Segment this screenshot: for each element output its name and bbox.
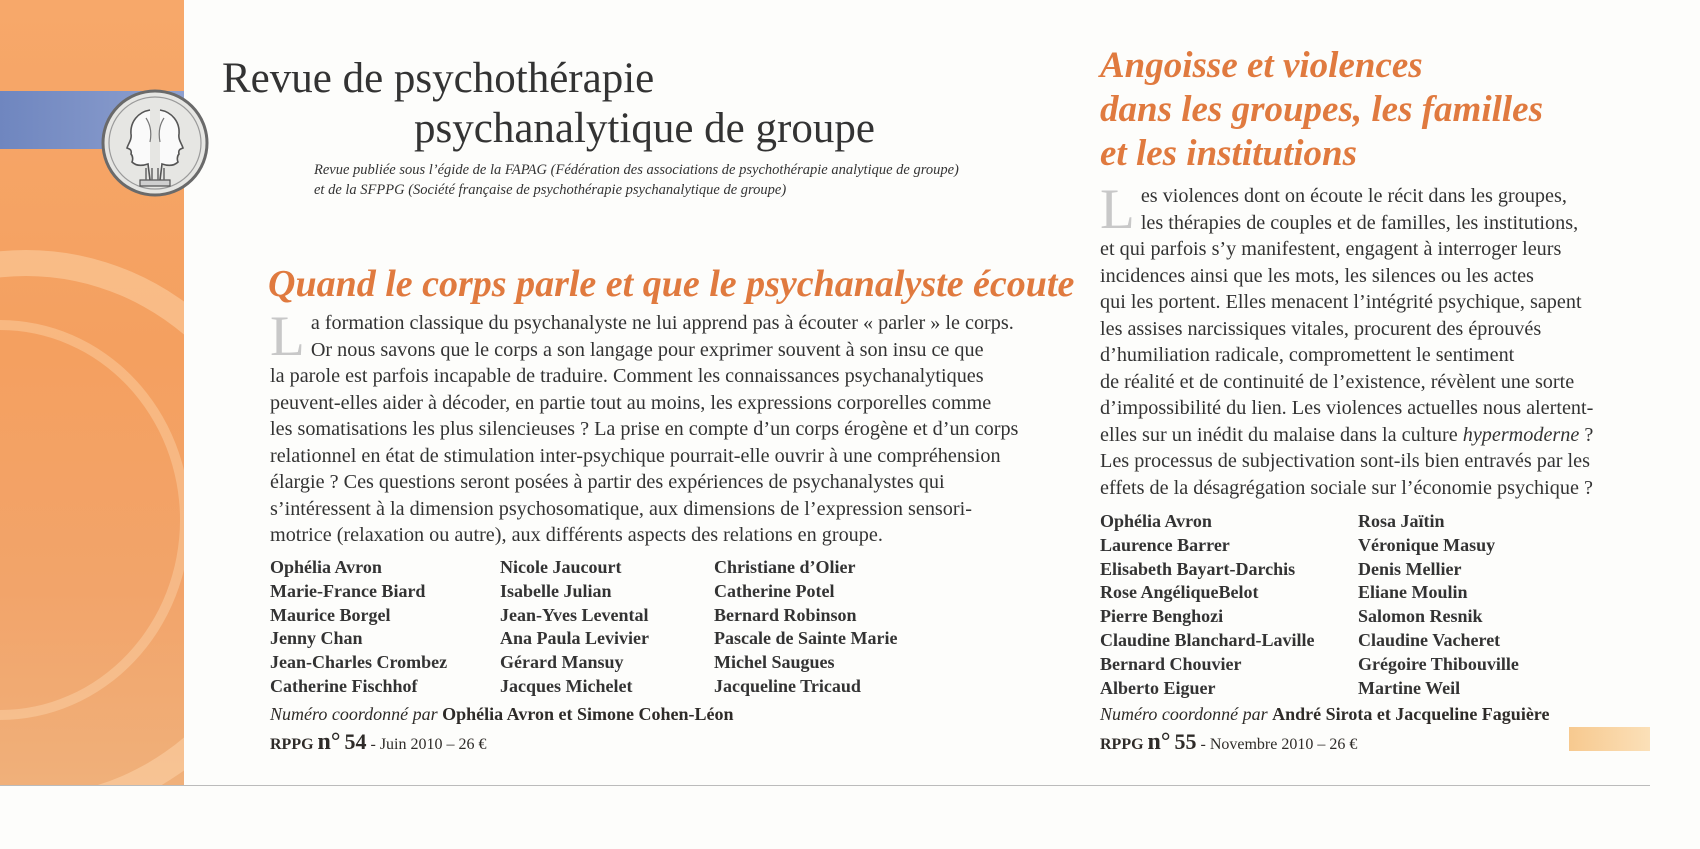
issue55-line: d’impossibilité du lien. Les violences actuelles nous alertent- — [1100, 397, 1594, 419]
author-name: Véronique Masuy — [1358, 534, 1496, 555]
journal-title-line1: Revue de psychothérapie — [222, 55, 655, 102]
issue54-coordinators — [270, 703, 734, 725]
coordinators-names: André Sirota et Jacqueline Faguière — [1272, 704, 1550, 724]
issue54-dropcap: L — [270, 305, 305, 368]
journal-subtitle — [314, 160, 1034, 200]
author-name: Bernard Chouvier — [1100, 653, 1242, 674]
issue55-reference — [1100, 730, 1357, 757]
journal-title — [222, 54, 875, 154]
issue55-title-line3: et les institutions — [1100, 133, 1358, 174]
author-name: Rose AngéliqueBelot — [1100, 582, 1259, 603]
journal-logo — [100, 88, 210, 198]
issue54-line: motrice (relaxation ou autre), aux différents aspects des relations en groupe. — [270, 524, 883, 546]
issue55-line: effets de la désagrégation sociale sur l’économie psychique ? — [1100, 476, 1593, 499]
issue54-line: Or nous savons que le corps a son langage pour exprimer souvent à son insu ce que — [310, 338, 984, 361]
author-name: Catherine Potel — [714, 580, 835, 601]
issue54-reference — [270, 730, 487, 757]
issue54-authors-col2 — [500, 556, 649, 699]
issue55-line: les thérapies de couples et de familles, les institutions, — [1140, 211, 1579, 234]
author-name: Gérard Mansuy — [500, 652, 624, 673]
author-name: Martine Weil — [1358, 677, 1461, 698]
journal-subtitle-line2: et de la SFPPG (Société française de psychothérapie psychanalytique de groupe) — [314, 182, 787, 198]
author-name: Jean-Charles Crombez — [270, 652, 448, 673]
issue54-line: a formation classique du psychanalyste ne lui apprend pas à écouter « parler » le corps. — [310, 312, 1014, 334]
issue54-line: s’intéressent à la dimension psychosomatique, aux dimensions de l’expression sensori- — [270, 497, 972, 520]
author-name: Elisabeth Bayart-Darchis — [1100, 558, 1296, 579]
issue54-title: Quand le corps parle et que le psychanalyste écoute — [268, 263, 1075, 305]
issue54-authors-col1 — [270, 556, 447, 699]
author-name: Jacqueline Tricaud — [714, 675, 861, 696]
issue54-line: relationnel en état de stimulation inter-psychique pourrait-elle ouvrir à une compréhension — [270, 444, 1001, 467]
author-name: Maurice Borgel — [270, 604, 391, 625]
rppg-label: RPPG — [270, 736, 314, 753]
issue-number: 55 — [1174, 729, 1197, 754]
author-name: Isabelle Julian — [500, 580, 612, 601]
author-name: Claudine Blanchard-Laville — [1100, 629, 1315, 650]
author-name: Jacques Michelet — [500, 675, 633, 696]
author-name: Christiane d’Olier — [714, 557, 856, 577]
decorative-corner-tab — [1569, 727, 1650, 751]
issue55-line: incidences ainsi que les mots, les silences ou les actes — [1100, 264, 1534, 287]
author-name: Ana Paula Levivier — [500, 628, 649, 649]
author-name: Salomon Resnik — [1358, 606, 1483, 627]
hypermoderne-suffix: ? — [1579, 423, 1594, 446]
issue55-title-line1: Angoisse et violences — [1100, 45, 1423, 86]
rppg-label: RPPG — [1100, 736, 1144, 753]
author-name: Pierre Benghozi — [1100, 606, 1224, 627]
issue55-authors-col2 — [1358, 510, 1519, 700]
issue55-coordinators — [1100, 703, 1549, 725]
author-name: Ophélia Avron — [270, 557, 382, 577]
issue55-line-hypermoderne — [1100, 422, 1600, 449]
author-name: Jenny Chan — [270, 628, 363, 649]
issue55-title — [1100, 44, 1543, 176]
author-name: Nicole Jaucourt — [500, 557, 622, 577]
author-name: Michel Saugues — [714, 652, 835, 673]
author-name: Rosa Jaïtin — [1358, 511, 1445, 531]
journal-subtitle-line1: Revue publiée sous l’égide de la FAPAG (Fédération des associations de psychothérapie analytique de groupe) — [314, 162, 959, 178]
issue54-authors-col3 — [714, 556, 897, 699]
issue55-line: d’humiliation radicale, compromettent le sentiment — [1100, 344, 1515, 366]
author-name: Eliane Moulin — [1358, 582, 1468, 603]
issue-no-label: n° — [1147, 729, 1171, 755]
issue-number: 54 — [344, 729, 367, 754]
author-name: Jean-Yves Levental — [500, 604, 649, 625]
issue55-body — [1100, 178, 1600, 501]
author-name: Catherine Fischhof — [270, 675, 418, 696]
bottom-rule — [0, 785, 1650, 786]
issue55-title-line2: dans les groupes, les familles — [1100, 89, 1543, 130]
issue54-line: peuvent-elles aider à décoder, en partie tout au moins, les expressions corporelles comme — [270, 391, 992, 414]
issue55-line: es violences dont on écoute le récit dans les groupes, — [1140, 185, 1567, 207]
issue55-line: Les processus de subjectivation sont-ils bien entravés par les — [1100, 450, 1590, 472]
issue55-dropcap: L — [1100, 178, 1135, 241]
author-name: Pascale de Sainte Marie — [714, 628, 898, 649]
author-name: Alberto Eiguer — [1100, 677, 1216, 698]
issue55-line: elles sur un inédit du malaise dans la culture — [1100, 423, 1458, 446]
issue54-line: la parole est parfois incapable de traduire. Comment les connaissances psychanalytiques — [270, 365, 984, 387]
issue54-line: élargie ? Ces questions seront posées à partir des expériences de psychanalystes qui — [270, 471, 945, 493]
coordinators-names: Ophélia Avron et Simone Cohen-Léon — [442, 704, 734, 724]
issue-date-price: - Novembre 2010 – 26 € — [1200, 736, 1358, 753]
issue-date-price: - Juin 2010 – 26 € — [370, 736, 487, 753]
issue55-line: qui les portent. Elles menacent l’intégrité psychique, sapent — [1100, 291, 1582, 313]
author-name: Denis Mellier — [1358, 558, 1462, 579]
author-name: Laurence Barrer — [1100, 534, 1230, 555]
author-name: Claudine Vacheret — [1358, 629, 1501, 650]
hypermoderne-word: hypermoderne — [1462, 423, 1580, 446]
coordinators-label: Numéro coordonné par — [1100, 704, 1268, 724]
author-name: Ophélia Avron — [1100, 511, 1212, 531]
issue54-line: les somatisations les plus silencieuses ? La prise en compte d’un corps érogène et d’un corps — [270, 418, 1019, 440]
issue-no-label: n° — [317, 729, 341, 755]
issue54-body — [270, 305, 1030, 549]
issue55-line: les assises narcissiques vitales, procurent des éprouvés — [1100, 317, 1542, 340]
author-name: Marie-France Biard — [270, 580, 426, 601]
journal-title-line2: psychanalytique de groupe — [414, 105, 875, 152]
issue55-line: de réalité et de continuité de l’existence, révèlent une sorte — [1100, 370, 1575, 393]
issue55-authors-col1 — [1100, 510, 1315, 700]
author-name: Grégoire Thibouville — [1358, 653, 1519, 674]
issue55-line: et qui parfois s’y manifestent, engagent à interroger leurs — [1100, 238, 1562, 260]
author-name: Bernard Robinson — [714, 604, 857, 625]
coordinators-label: Numéro coordonné par — [270, 704, 438, 724]
